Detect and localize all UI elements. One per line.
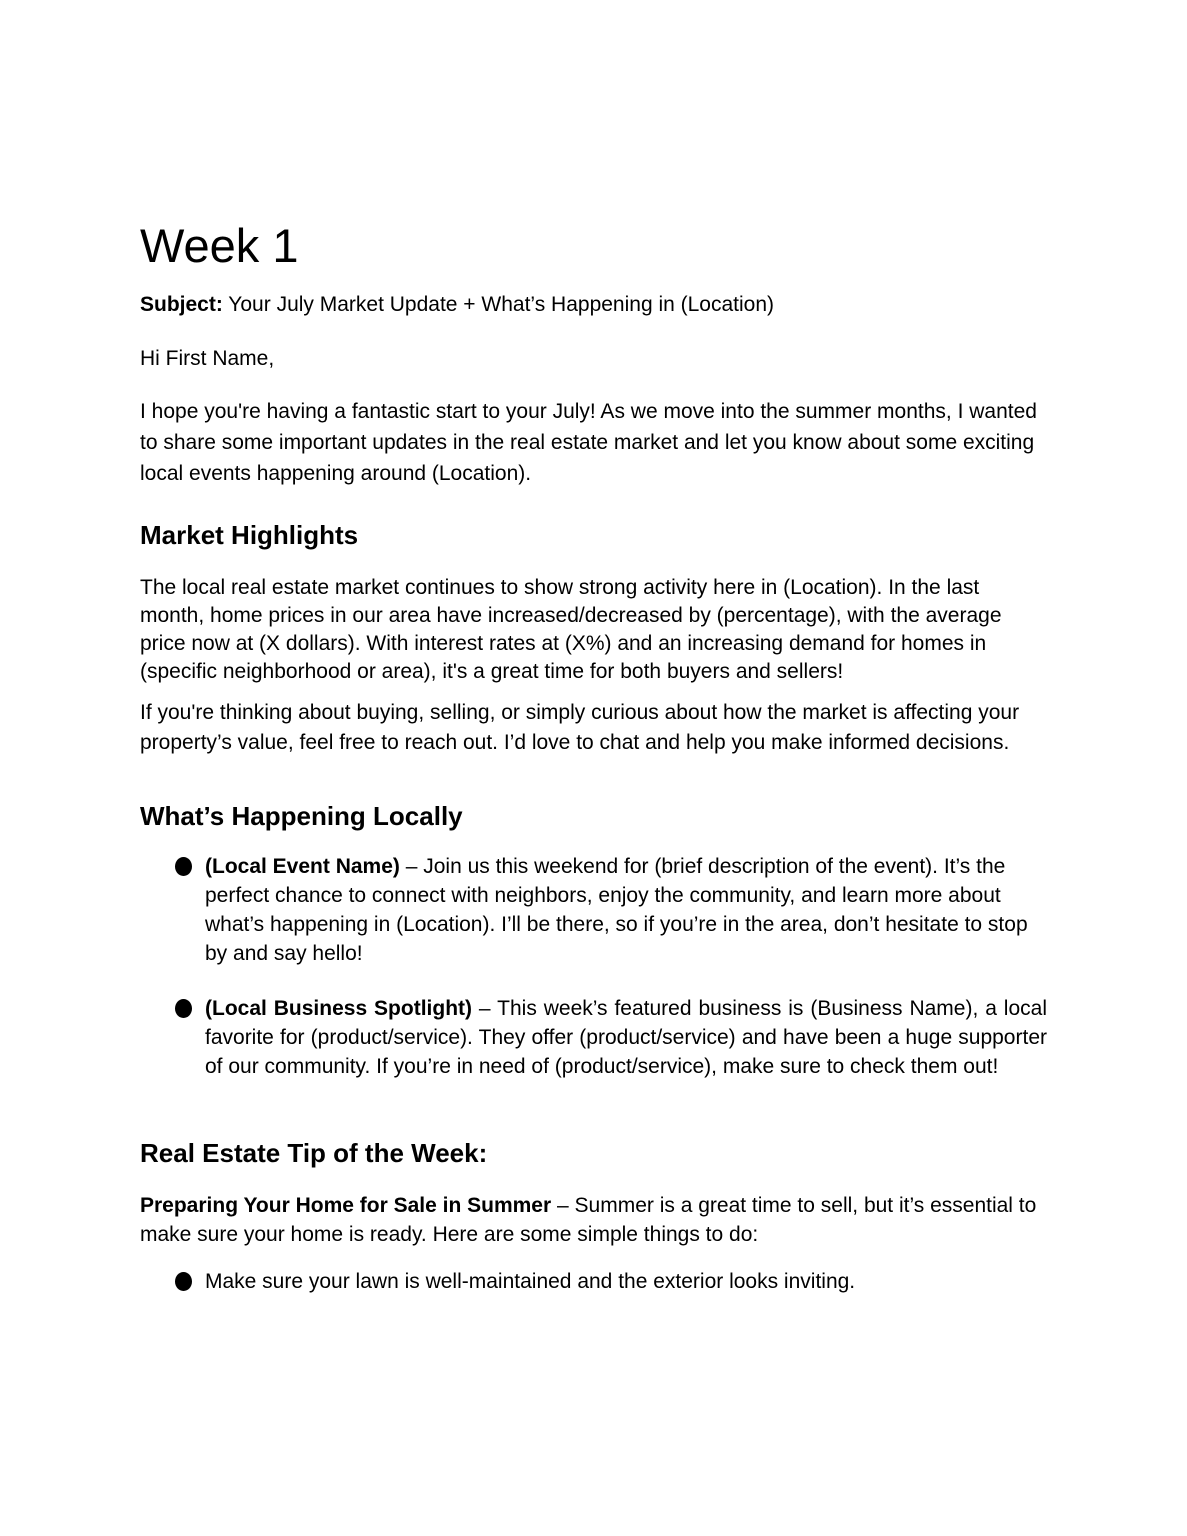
local-happenings-heading: What’s Happening Locally	[140, 801, 463, 831]
bullet-icon	[175, 857, 192, 876]
local-event-text: – Join us this weekend for (brief description of the event). It’s the perfect chance to connect with neighbors, enjoy the community, and learn more about what’s happening in (Location). I’ll be there, so if you’re in the area, don’t hesitate to stop by and say hello!	[205, 855, 1028, 965]
local-happenings-list	[140, 852, 1047, 1081]
business-spotlight-text: – This week’s featured business is (Business Name), a local favorite for (product/service). They offer (product/service) and have been a huge supporter of our community. If you’re in need of (product/service), make sure to check them out!	[205, 997, 1047, 1078]
intro-paragraph: I hope you're having a fantastic start to your July! As we move into the summer months, I wanted to share some important updates in the real estate market and let you know about some exciting local events happening around (Location).	[140, 400, 1037, 485]
bullet-icon	[175, 999, 192, 1018]
tip-lead: Preparing Your Home for Sale in Summer	[140, 1194, 552, 1217]
bullet-icon	[175, 1272, 192, 1291]
market-paragraph-2: If you're thinking about buying, selling, or simply curious about how the market is affecting your property’s value, feel free to reach out. I’d love to chat and help you make informed decisions.	[140, 701, 1020, 754]
subject-line	[140, 290, 1047, 320]
local-event-lead: (Local Event Name)	[205, 855, 400, 878]
tip-of-week-heading: Real Estate Tip of the Week:	[140, 1138, 488, 1168]
market-paragraph-1: The local real estate market continues to show strong activity here in (Location). In the last month, home prices in our area have increased/decreased by (percentage), with the average price now at (X dollars). With interest rates at (X%) and an increasing demand for homes in (specific neighborhood or area), it's a great time for both buyers and sellers!	[140, 576, 1002, 683]
doc-title: Week 1	[140, 219, 299, 272]
subject-label: Subject:	[140, 293, 223, 316]
tip-paragraph	[140, 1191, 1047, 1249]
business-spotlight-lead: (Local Business Spotlight)	[205, 997, 473, 1020]
subject-text: Your July Market Update + What’s Happening in (Location)	[222, 293, 775, 316]
list-item-local-event	[140, 852, 1047, 968]
lawn-tip-text: Make sure your lawn is well-maintained and the exterior looks inviting.	[205, 1270, 856, 1293]
greeting: Hi First Name,	[140, 347, 275, 370]
list-item-lawn-tip	[140, 1267, 1047, 1296]
tip-list	[140, 1267, 1047, 1296]
list-item-business-spotlight	[140, 994, 1047, 1081]
tip-text: – Summer is a great time to sell, but it’s essential to make sure your home is ready. Here are some simple things to do:	[140, 1194, 1037, 1246]
market-highlights-heading: Market Highlights	[140, 520, 359, 550]
